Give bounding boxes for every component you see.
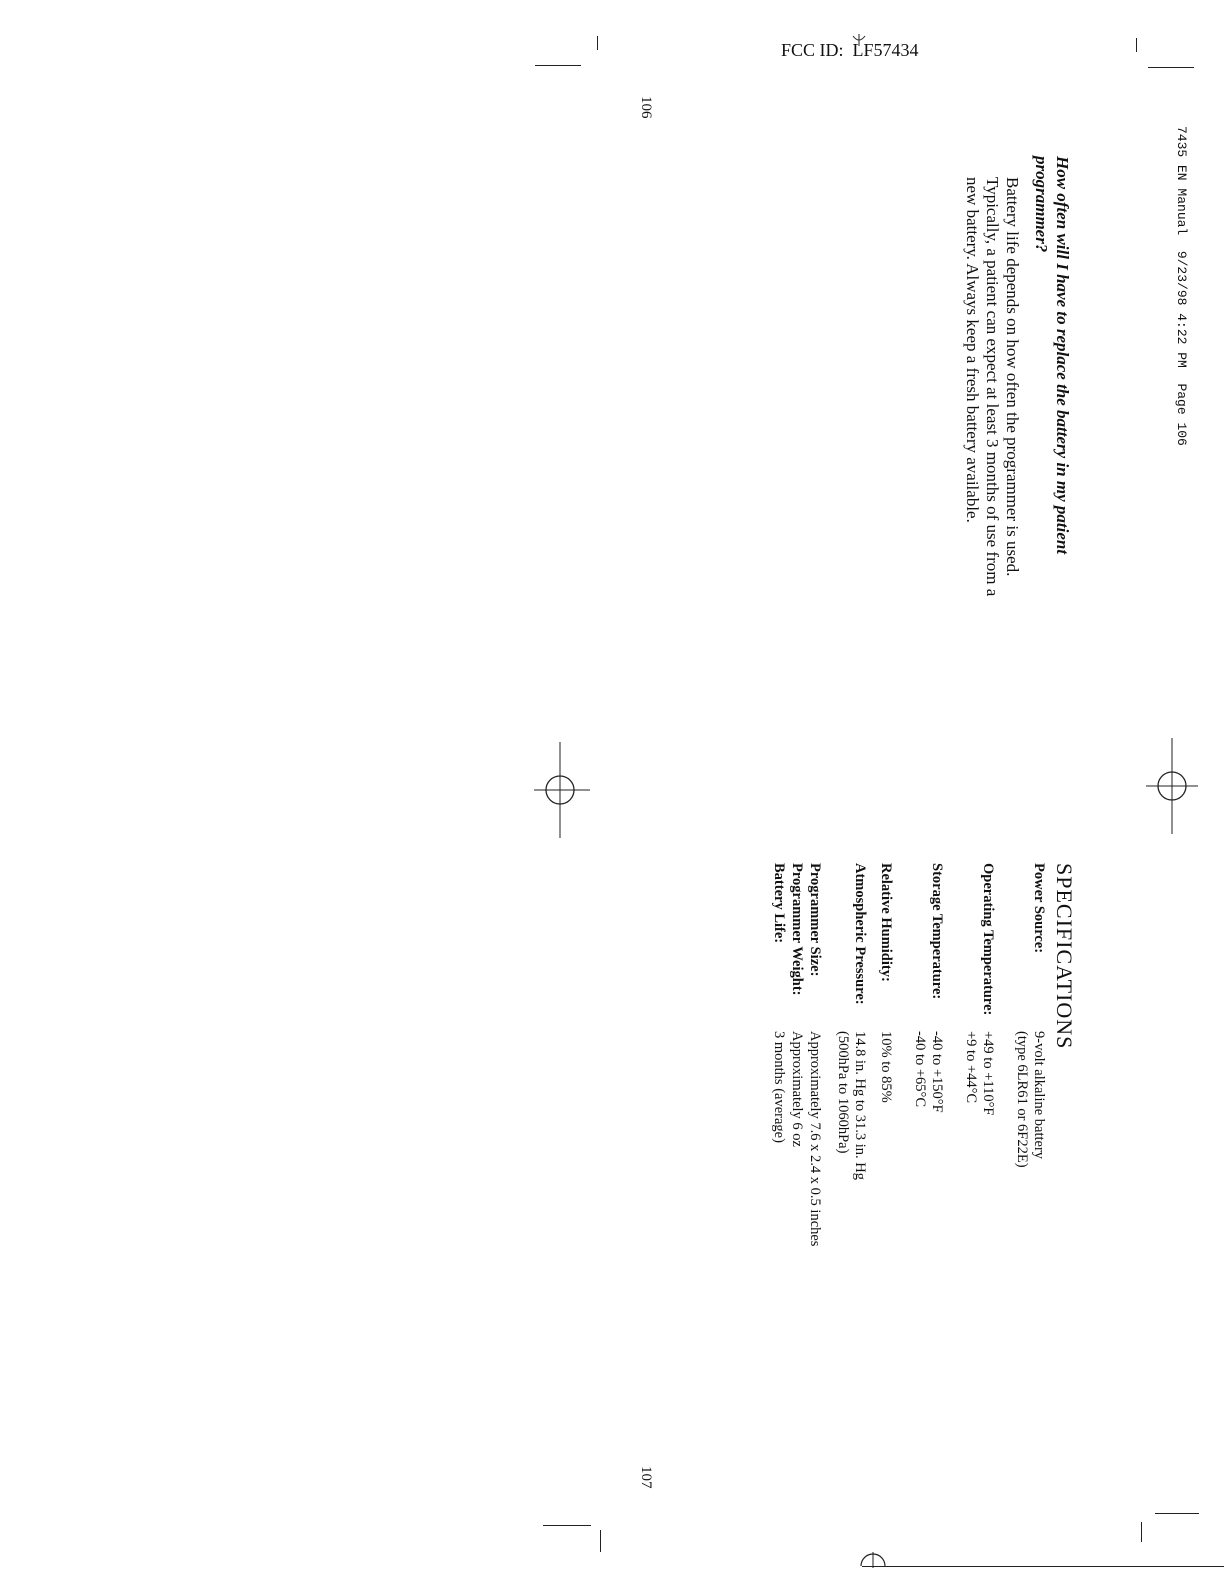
spec-row-atmospheric-pressure — [834, 863, 868, 1246]
spec-value — [911, 1031, 945, 1113]
spec-label: Power Source: — [1031, 863, 1047, 954]
spec-value-line: +49 to +110°F — [980, 1031, 996, 1116]
spec-value-line: (500hPa to 1060hPa) — [835, 1031, 851, 1154]
spec-label: Relative Humidity: — [878, 863, 894, 982]
spec-label: Battery Life: — [771, 863, 787, 944]
registration-target-icon — [532, 742, 592, 838]
crop-mark-bottom-right-h — [1155, 1513, 1199, 1514]
spec-value — [806, 1031, 823, 1246]
spec-value — [770, 1031, 787, 1143]
spec-row-power-source — [1013, 863, 1047, 1246]
specifications-title: SPECIFICATIONS — [1052, 863, 1077, 1050]
spec-value-line: Approximately 7.6 x 2.4 x 0.5 inches — [807, 1031, 823, 1247]
crop-mark-top-right-h — [1148, 67, 1194, 68]
spec-label: Programmer Size: — [807, 863, 823, 977]
spec-row-operating-temperature — [962, 863, 996, 1246]
spec-value-line: -40 to +150°F — [929, 1031, 945, 1113]
spec-value-line: 14.8 in. Hg to 31.3 in. Hg — [852, 1031, 868, 1181]
faq-question-line: programmer? — [1032, 156, 1051, 253]
spec-value-line: 10% to 85% — [878, 1031, 894, 1103]
page-edge-line — [862, 1566, 1224, 1567]
specifications-table — [770, 863, 1047, 1246]
spec-row-programmer-weight — [788, 863, 805, 1246]
spec-value — [962, 1031, 996, 1115]
crop-mark-top-left-v — [597, 36, 598, 50]
faq-answer-line: Battery life depends on how often the programmer is used. — [1003, 177, 1022, 577]
spec-value-line: (type 6LR61 or 6F22E) — [1014, 1031, 1030, 1168]
page-number-left: 106 — [638, 96, 654, 119]
spec-value — [834, 1031, 868, 1180]
spec-label: Atmospheric Pressure: — [852, 863, 868, 1005]
spec-value — [1013, 1031, 1047, 1168]
print-slug: 7435 EN Manual 9/23/98 4:22 PM Page 106 — [1174, 126, 1189, 446]
faq-answer-line: new battery. Always keep a fresh battery available. — [963, 177, 982, 523]
registration-target-icon — [1144, 738, 1200, 834]
spec-value-line: 3 months (average) — [771, 1031, 787, 1143]
spec-value — [788, 1031, 805, 1147]
faq-answer-line: Typically, a patient can expect at least 3 months of use from a — [983, 177, 1002, 597]
spec-label: Programmer Weight: — [789, 863, 805, 996]
registration-half-target-icon — [858, 1552, 888, 1568]
spec-value — [877, 1031, 894, 1103]
spec-row-relative-humidity — [877, 863, 894, 1246]
crop-mark-bottom-right-v — [1141, 1522, 1142, 1542]
spec-label: Operating Temperature: — [980, 863, 996, 1016]
fcc-id-mark-icon — [852, 34, 866, 46]
spec-value-line: 9-volt alkaline battery — [1031, 1031, 1047, 1160]
crop-mark-top-right-v — [1136, 38, 1137, 52]
faq-block — [962, 156, 1073, 596]
spec-row-battery-life — [770, 863, 787, 1246]
spec-row-programmer-size — [806, 863, 823, 1246]
crop-mark-bottom-left-h — [543, 1525, 591, 1526]
page-number-right: 107 — [638, 1466, 654, 1489]
crop-mark-top-left-h — [535, 65, 581, 66]
spec-label: Storage Temperature: — [929, 863, 945, 1000]
spec-row-storage-temperature — [911, 863, 945, 1246]
specifications-section — [770, 863, 1077, 1246]
crop-mark-bottom-left-v — [600, 1530, 601, 1552]
spec-value-line: Approximately 6 oz — [789, 1031, 805, 1147]
faq-answer — [962, 156, 1022, 596]
spec-value-line: +9 to +44°C — [963, 1031, 979, 1104]
faq-question-line: How often will I have to replace the battery in my patient — [1053, 156, 1072, 555]
faq-question — [1031, 156, 1073, 596]
fcc-id-label: FCC ID: LF57434 — [781, 40, 919, 60]
spec-value-line: -40 to +65°C — [912, 1031, 928, 1108]
